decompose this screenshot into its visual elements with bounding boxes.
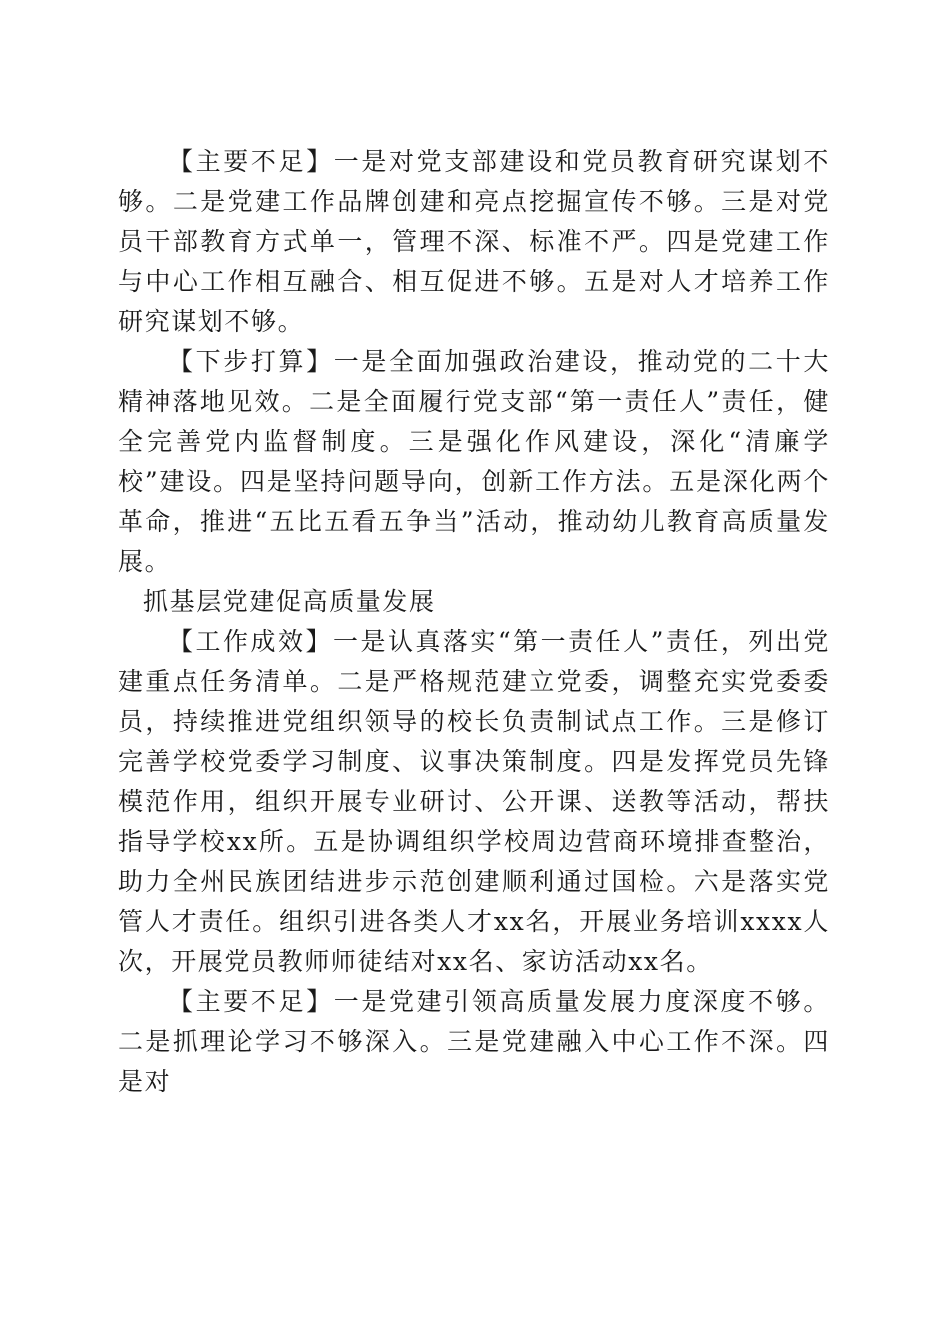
paragraph-main-shortcomings: 【主要不足】一是对党支部建设和党员教育研究谋划不够。二是党建工作品牌创建和亮点挖掘宣传不够。三是对党员干部教育方式单一，管理不深、标准不严。四是党建工作与中心工作相互融合、相互促进不够。五是对人才培养工作研究谋划不够。	[118, 147, 830, 336]
paragraph-next-steps: 【下步打算】一是全面加强政治建设，推动党的二十大精神落地见效。二是全面履行党支部“第一责任人”责任，健全完善党内监督制度。三是强化作风建设，深化“清廉学校”建设。四是坚持问题导向，创新工作方法。五是深化两个革命，推进“五比五看五争当”活动，推动幼儿教育高质量发展。	[118, 347, 830, 576]
section-heading: 抓基层党建促高质量发展	[143, 587, 436, 616]
document-body	[118, 142, 830, 1102]
paragraph-main-shortcomings-2: 【主要不足】一是党建引领高质量发展力度深度不够。二是抓理论学习不够深入。三是党建融入中心工作不深。四是对	[118, 987, 830, 1096]
paragraph-work-results: 【工作成效】一是认真落实“第一责任人”责任，列出党建重点任务清单。二是严格规范建立党委，调整充实党委委员，持续推进党组织领导的校长负责制试点工作。三是修订完善学校党委学习制度、议事决策制度。四是发挥党员先锋模范作用，组织开展专业研讨、公开课、送教等活动，帮扶指导学校xx所。五是协调组织学校周边营商环境排查整治，助力全州民族团结进步示范创建顺利通过国检。六是落实党管人才责任。组织引进各类人才xx名，开展业务培训xxxx人次，开展党员教师师徒结对xx名、家访活动xx名。	[118, 627, 830, 976]
